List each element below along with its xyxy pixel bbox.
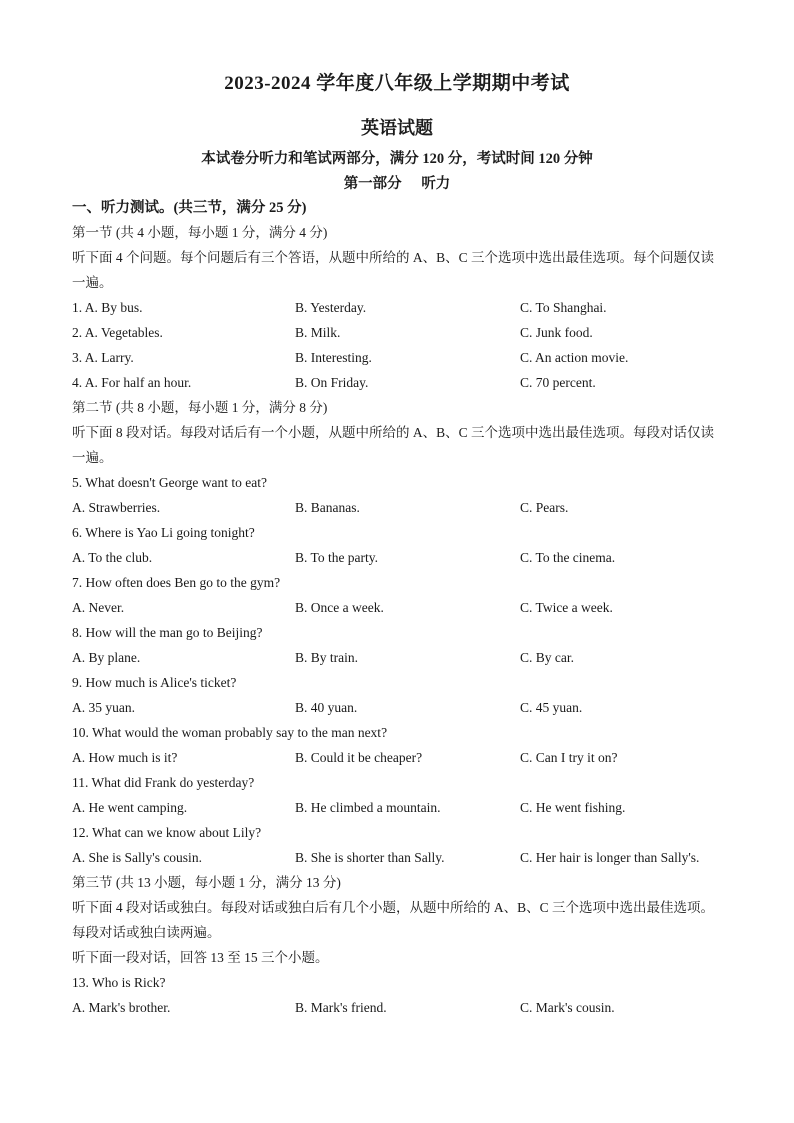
part-heading	[0, 172, 794, 193]
option-row	[72, 320, 722, 345]
exam-title: 2023-2024 学年度八年级上学期期中考试	[224, 73, 570, 94]
option-a: 1. A. By bus.	[72, 300, 143, 315]
question-stem: 6. Where is Yao Li going tonight?	[72, 525, 255, 540]
option-b: B. Yesterday.	[295, 300, 367, 315]
option-b: B. 40 yuan.	[295, 700, 358, 715]
question-stem: 10. What would the woman probably say to the man next?	[72, 725, 388, 740]
option-a: A. How much is it?	[72, 750, 178, 765]
option-c: C. Can I try it on?	[520, 750, 618, 765]
option-row	[72, 695, 722, 720]
option-b: B. Bananas.	[295, 500, 360, 515]
option-c: C. To the cinema.	[520, 550, 616, 565]
option-row	[72, 545, 722, 570]
option-b: B. He climbed a mountain.	[295, 800, 441, 815]
option-row	[72, 645, 722, 670]
question-stem: 12. What can we know about Lily?	[72, 825, 262, 840]
option-b: B. Interesting.	[295, 350, 372, 365]
option-c: C. To Shanghai.	[520, 300, 607, 315]
question-stem: 8. How will the man go to Beijing?	[72, 625, 263, 640]
question-stem: 7. How often does Ben go to the gym?	[72, 575, 281, 590]
question-content	[72, 220, 722, 1020]
option-a: A. He went camping.	[72, 800, 188, 815]
part2-heading: 第二节 (共 8 小题，每小题 1 分，满分 8 分)	[72, 400, 328, 415]
part1-instruction: 听下面 4 个问题。每个问题后有三个答语，从题中所给的 A、B、C 三个选项中选出最佳选项。每个问题仅读一遍。	[72, 250, 715, 290]
option-a: 2. A. Vegetables.	[72, 325, 163, 340]
option-row	[72, 995, 722, 1020]
option-a: A. Mark's brother.	[72, 1000, 171, 1015]
question-stem: 9. How much is Alice's ticket?	[72, 675, 237, 690]
option-c: C. Twice a week.	[520, 600, 613, 615]
option-c: C. By car.	[520, 650, 574, 665]
part-sub: 听力	[421, 176, 451, 192]
option-b: B. On Friday.	[295, 375, 369, 390]
option-row	[72, 370, 722, 395]
part3-heading: 第三节 (共 13 小题，每小题 1 分，满分 13 分)	[72, 875, 341, 890]
option-c: C. 70 percent.	[520, 375, 596, 390]
option-row	[72, 295, 722, 320]
part3-instruction: 听下面 4 段对话或独白。每段对话或独白后有几个小题，从题中所给的 A、B、C 三个选项中选出最佳选项。每段对话或独白读两遍。	[72, 900, 715, 940]
option-b: B. Could it be cheaper?	[295, 750, 423, 765]
question-stem: 13. Who is Rick?	[72, 975, 166, 990]
option-c: C. Mark's cousin.	[520, 1000, 615, 1015]
option-b: B. Mark's friend.	[295, 1000, 387, 1015]
option-row	[72, 795, 722, 820]
option-a: A. Never.	[72, 600, 125, 615]
part-name: 第一部分	[343, 176, 402, 192]
option-a: 4. A. For half an hour.	[72, 375, 192, 390]
option-c: C. Junk food.	[520, 325, 593, 340]
option-a: A. Strawberries.	[72, 500, 161, 515]
option-c: C. Pears.	[520, 500, 569, 515]
option-b: B. Once a week.	[295, 600, 384, 615]
part2-instruction: 听下面 8 段对话。每段对话后有一个小题，从题中所给的 A、B、C 三个选项中选出最佳选项。每段对话仅读一遍。	[72, 425, 715, 465]
option-row	[72, 495, 722, 520]
option-a: A. 35 yuan.	[72, 700, 135, 715]
part1-heading: 第一节 (共 4 小题，每小题 1 分，满分 4 分)	[72, 225, 328, 240]
option-a: A. To the club.	[72, 550, 153, 565]
question-stem: 5. What doesn't George want to eat?	[72, 475, 267, 490]
question-stem: 11. What did Frank do yesterday?	[72, 775, 255, 790]
option-row	[72, 345, 722, 370]
option-row	[72, 845, 722, 870]
option-b: B. She is shorter than Sally.	[295, 850, 445, 865]
section-title: 一、听力测试。(共三节，满分 25 分)	[72, 200, 307, 216]
option-c: C. He went fishing.	[520, 800, 626, 815]
option-c: C. An action movie.	[520, 350, 629, 365]
option-b: B. By train.	[295, 650, 358, 665]
option-c: C. 45 yuan.	[520, 700, 583, 715]
option-row	[72, 745, 722, 770]
option-a: A. She is Sally's cousin.	[72, 850, 202, 865]
part3-sub-instruction: 听下面一段对话，回答 13 至 15 三个小题。	[72, 950, 329, 965]
option-b: B. To the party.	[295, 550, 379, 565]
option-row	[72, 595, 722, 620]
exam-note: 本试卷分听力和笔试两部分，满分 120 分，考试时间 120 分钟	[201, 151, 593, 167]
option-a: 3. A. Larry.	[72, 350, 134, 365]
option-a: A. By plane.	[72, 650, 141, 665]
option-b: B. Milk.	[295, 325, 341, 340]
option-c: C. Her hair is longer than Sally's.	[520, 850, 700, 865]
subject-title: 英语试题	[361, 118, 433, 138]
